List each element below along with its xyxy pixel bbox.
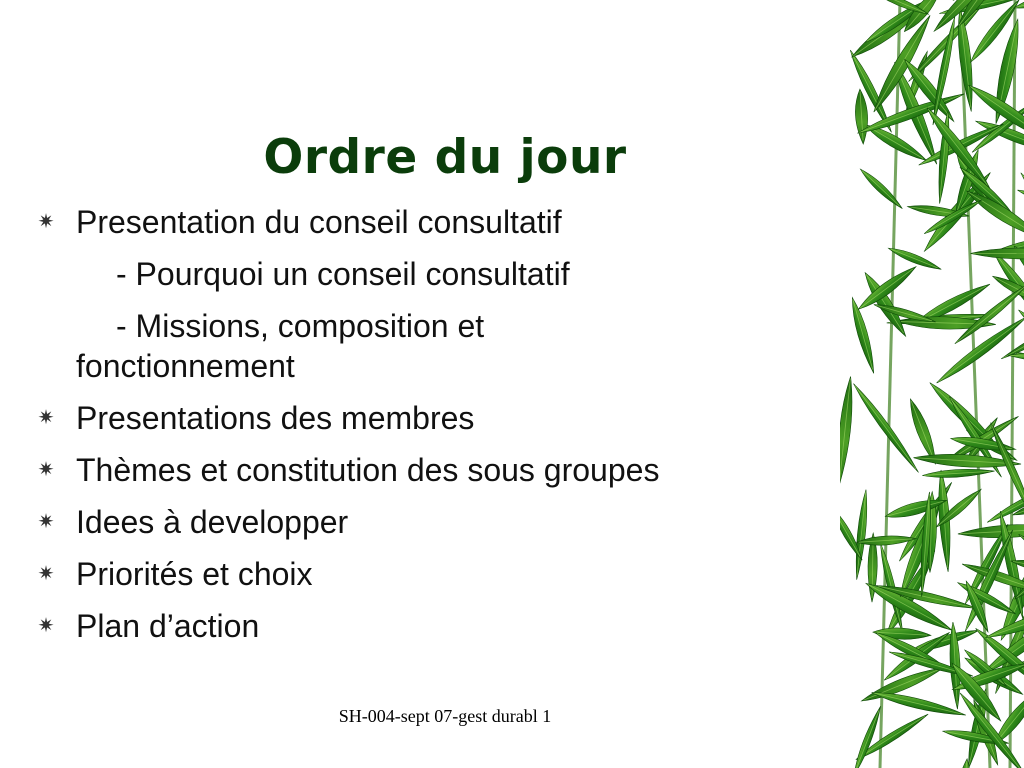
agenda-item-label: Presentation du conseil consultatif: [76, 204, 562, 240]
slide-footer: SH-004-sept 07-gest durabl 1: [338, 706, 552, 726]
agenda-item-label: Idees à developper: [76, 504, 349, 540]
agenda-subitem: [36, 248, 836, 300]
agenda-subitem: [36, 300, 836, 392]
agenda-subitem-continuation: fonctionnement: [76, 348, 295, 384]
agenda-item-label: Priorités et choix: [76, 556, 313, 592]
agenda-list: [36, 196, 836, 652]
agenda-item: [36, 548, 836, 600]
bamboo-leaves-icon: [840, 0, 1024, 768]
asterisk-bullet-icon: ✷: [37, 459, 55, 481]
agenda-subitem-label: - Missions, composition et: [116, 308, 485, 344]
agenda-item-label: Thèmes et constitution des sous groupes: [76, 452, 660, 488]
asterisk-bullet-icon: ✷: [37, 407, 55, 429]
agenda-item-label: Plan d’action: [76, 608, 260, 644]
slide-title: Ordre du jour: [263, 130, 627, 185]
agenda-item: [36, 196, 836, 248]
agenda-item: [36, 444, 836, 496]
asterisk-bullet-icon: ✷: [37, 511, 55, 533]
agenda-item: [36, 496, 836, 548]
asterisk-bullet-icon: ✷: [37, 211, 55, 233]
asterisk-bullet-icon: ✷: [37, 563, 55, 585]
asterisk-bullet-icon: ✷: [37, 615, 55, 637]
agenda-item: [36, 600, 836, 652]
agenda-item-label: Presentations des membres: [76, 400, 475, 436]
agenda-item: [36, 392, 836, 444]
agenda-subitem-label: - Pourquoi un conseil consultatif: [116, 256, 570, 292]
